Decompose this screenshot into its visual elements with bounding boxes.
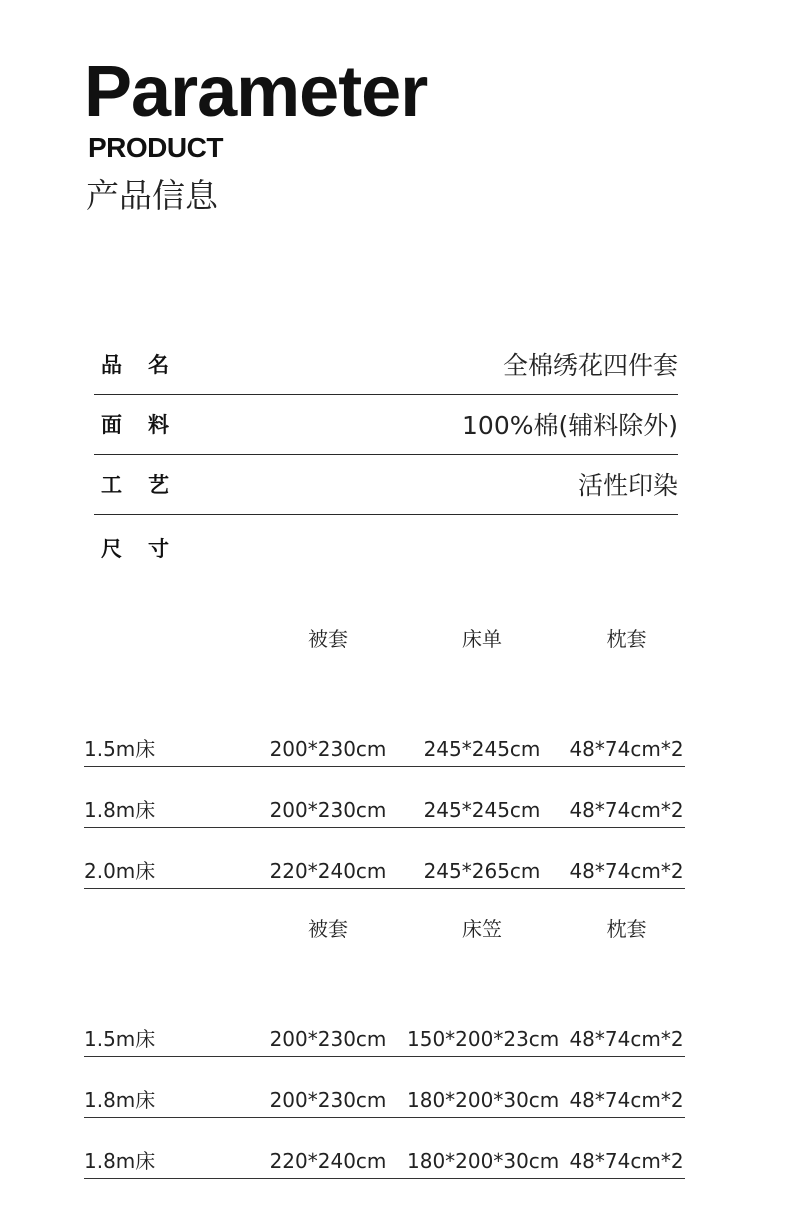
- table-cell: 1.5m床: [84, 737, 156, 761]
- info-value: 100%棉(辅料除外): [462, 411, 678, 440]
- table-header-cell: 被套: [308, 627, 348, 651]
- table-cell: 1.5m床: [84, 1027, 156, 1051]
- table-cell: 150*200*23cm: [407, 1027, 560, 1051]
- table-header-cell: 被套: [308, 917, 348, 941]
- table-cell: 1.8m床: [84, 1149, 156, 1173]
- table-cell: 48*74cm*2: [569, 737, 684, 761]
- table-header-row: [84, 908, 685, 996]
- table-cell: 245*265cm: [423, 859, 541, 883]
- size-table-fitted-sheet: [84, 908, 685, 1179]
- table-cell: 180*200*30cm: [407, 1088, 560, 1112]
- size-table-flat-sheet: [84, 618, 685, 889]
- subtitle-english: PRODUCT: [88, 132, 223, 163]
- table-cell: 48*74cm*2: [569, 1088, 684, 1112]
- table-cell: 200*230cm: [269, 1088, 387, 1112]
- table-cell: 48*74cm*2: [569, 1027, 684, 1051]
- table-cell: 1.8m床: [84, 798, 156, 822]
- page-title: Parameter: [84, 52, 428, 132]
- table-cell: 2.0m床: [84, 859, 156, 883]
- table-cell: 245*245cm: [423, 737, 541, 761]
- table-row: [84, 828, 685, 889]
- table-cell: 245*245cm: [423, 798, 541, 822]
- info-label: 面料: [101, 413, 195, 437]
- info-row-product-name: [94, 334, 678, 395]
- info-row-craft: [94, 454, 678, 515]
- table-cell: 48*74cm*2: [569, 859, 684, 883]
- table-cell: 220*240cm: [269, 859, 387, 883]
- table-cell: 200*230cm: [269, 798, 387, 822]
- info-row-fabric: [94, 394, 678, 455]
- table-row: [84, 1057, 685, 1118]
- table-header-cell: 枕套: [606, 627, 647, 651]
- table-header-cell: 床笠: [462, 917, 502, 941]
- table-header-row: [84, 618, 685, 706]
- table-row: [84, 706, 685, 767]
- table-cell: 220*240cm: [269, 1149, 387, 1173]
- subtitle-chinese: 产品信息: [86, 176, 218, 215]
- info-value: 活性印染: [577, 471, 678, 500]
- table-cell: 180*200*30cm: [407, 1149, 560, 1173]
- info-label: 尺寸: [101, 537, 195, 561]
- table-header-cell: 枕套: [606, 917, 647, 941]
- table-cell: 200*230cm: [269, 1027, 387, 1051]
- info-label: 工艺: [101, 473, 195, 497]
- table-cell: 1.8m床: [84, 1088, 156, 1112]
- info-label: 品名: [101, 353, 195, 377]
- table-header-cell: 床单: [462, 627, 502, 651]
- table-row: [84, 1118, 685, 1179]
- table-cell: 48*74cm*2: [569, 798, 684, 822]
- table-cell: 200*230cm: [269, 737, 387, 761]
- table-cell: 48*74cm*2: [569, 1149, 684, 1173]
- table-row: [84, 996, 685, 1057]
- info-row-size: [94, 518, 678, 578]
- info-value: 全棉绣花四件套: [502, 351, 678, 380]
- table-row: [84, 767, 685, 828]
